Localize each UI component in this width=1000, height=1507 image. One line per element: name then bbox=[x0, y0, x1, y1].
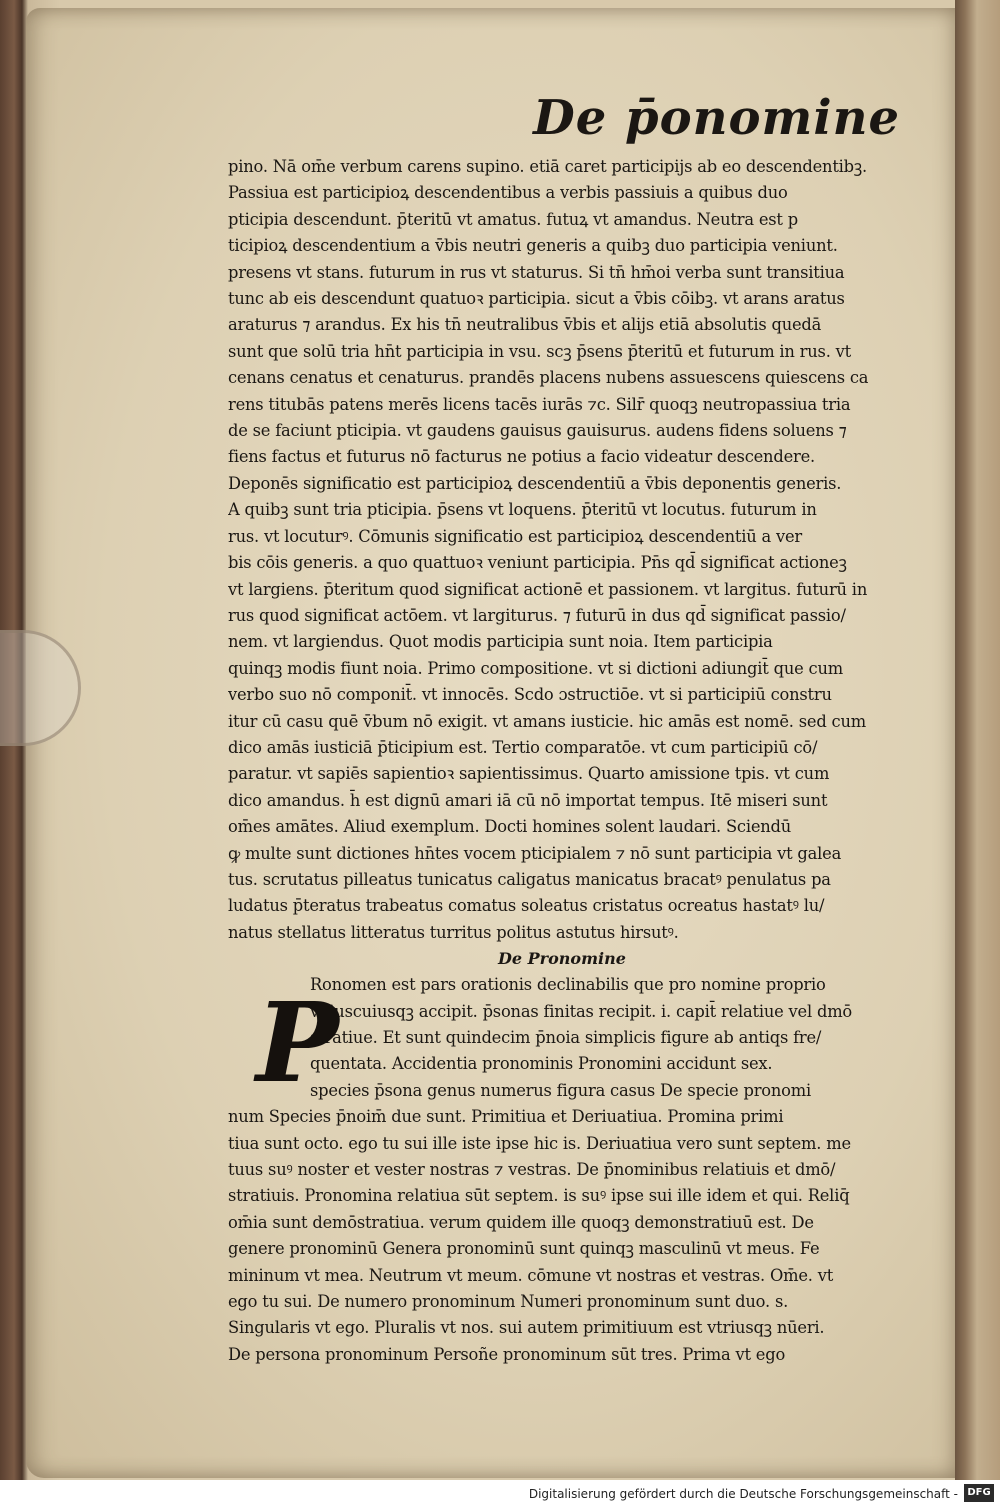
text-line: paratur. vt sapiēs sapientioꝛ sapientissimus. Quarto amissione tpis. vt cum bbox=[228, 764, 830, 784]
text-line: cenans cenatus et cenaturus. prandēs placens nubens assuescens quiescens ca bbox=[228, 368, 869, 388]
text-line: om̄es amātes. Aliud exemplum. Docti homines solent laudari. Sciendū bbox=[228, 817, 792, 837]
text-line: ꝙ multe sunt dictiones hn̄tes vocem pticipialem ⁊ nō sunt participia vt galea bbox=[228, 843, 842, 863]
text-line: verbo suo nō componit̄. vt innocēs. Scdo ɔstructiōe. vt si participiū constru bbox=[228, 685, 832, 705]
text-line: tiua sunt octo. ego tu sui ille iste ipse hic is. Deriuatiua vero sunt septem. me bbox=[228, 1133, 851, 1153]
text-line: presens vt stans. futurum in rus vt staturus. Si tn̄ hm̄oi verba sunt transitiua bbox=[228, 262, 845, 282]
text-line: tus. scrutatus pilleatus tunicatus caligatus manicatus bracatꝰ penulatus pa bbox=[228, 869, 831, 889]
text-line: Deponēs significatio est participioꝝ descendentiū a v̄bis deponentis generis. bbox=[228, 473, 842, 493]
text-line: quinqꝫ modis fiunt noia. Primo compositione. vt si dictioni adiungit̄ que cum bbox=[228, 658, 843, 678]
paragraph-participles bbox=[228, 154, 940, 946]
text-line: Singularis vt ego. Pluralis vt nos. sui autem primitiuum est vtriusqꝫ nūeri. bbox=[228, 1318, 825, 1338]
pronoun-intro bbox=[228, 972, 940, 1108]
digitization-credit: Digitalisierung gefördert durch die Deutsche Forschungsgemeinschaft - bbox=[0, 1480, 1000, 1507]
text-line: Passiua est participioꝝ descendentibus a verbis passiuis a quibus duo bbox=[228, 183, 788, 203]
text-line: De persona pronominum Persoñe pronominum sūt tres. Prima vt ego bbox=[228, 1344, 786, 1364]
text-line: rus quod significat actōem. vt largiturus. ⁊ futurū in dus qd̄ significat passio/ bbox=[228, 605, 846, 625]
text-line: fiens factus et futurus nō facturus ne potius a facio videatur descendere. bbox=[228, 447, 815, 467]
text-line: num Species p̄noim̄ due sunt. Primitiua et Deriuatiua. Promina primi bbox=[228, 1107, 784, 1127]
text-line: de se faciunt pticipia. vt gaudens gauisus gauisurus. audens fidens soluens ⁊ bbox=[228, 421, 847, 441]
section-heading: De Pronomine bbox=[498, 949, 626, 969]
text-line: mininum vt mea. Neutrum vt meum. cōmune vt nostras et vestras. Om̄e. vt bbox=[228, 1265, 834, 1285]
text-line: ticipioꝝ descendentium a v̄bis neutri generis a quibꝫ duo participia veniunt. bbox=[228, 236, 838, 256]
text-line: dico amās iusticiā p̄ticipium est. Tertio comparatōe. vt cum participiū cō/ bbox=[228, 737, 818, 757]
text-line: rus. vt locuturꝰ. Cōmunis significatio est participioꝝ descendentiū a ver bbox=[228, 526, 802, 546]
text-line: tunc ab eis descendunt quatuoꝛ participia. sicut a v̄bis cōibꝫ. vt arans aratus bbox=[228, 289, 845, 309]
dfg-logo: DFG bbox=[964, 1484, 994, 1502]
text-line: ludatus p̄teratus trabeatus comatus soleatus cristatus ocreatus hastatꝰ lu/ bbox=[228, 896, 825, 916]
paragraph-pronoun-species bbox=[228, 1104, 940, 1368]
page-text bbox=[228, 90, 940, 1368]
text-line: genere pronominū Genera pronominū sunt quinqꝫ masculinū vt meus. Fe bbox=[228, 1239, 820, 1259]
text-line: dico amandus. h̄ est dignū amari iā cū nō importat tempus. Itē miseri sunt bbox=[228, 790, 828, 810]
page-heading: De p̄onomine bbox=[533, 90, 900, 146]
text-line: quentata. Accidentia pronominis Pronomini accidunt sex. bbox=[310, 1054, 773, 1074]
text-line: pticipia descendunt. p̄teritū vt amatus. futuꝝ vt amandus. Neutra est p bbox=[228, 209, 798, 229]
text-line: stratiuis. Pronomina relatiua sūt septem. is suꝰ ipse sui ille idem et qui. Reliq̄ bbox=[228, 1186, 850, 1206]
text-line: nem. vt largiendus. Quot modis participia sunt noia. Item participia bbox=[228, 632, 773, 652]
text-line: araturus ⁊ arandus. Ex his tn̄ neutralibus v̄bis et alijs etiā absolutis quedā bbox=[228, 315, 822, 335]
text-line: natus stellatus litteratus turritus politus astutus hirsutꝰ. bbox=[228, 922, 679, 942]
text-line: tuus suꝰ noster et vester nostras ⁊ vestras. De p̄nominibus relatiuis et dmō/ bbox=[228, 1160, 836, 1180]
decorated-initial: P bbox=[256, 978, 339, 1108]
text-line: species p̄sona genus numerus figura casus De specie pronomi bbox=[310, 1080, 812, 1100]
text-line: itur cū casu quē v̄bum nō exigit. vt amans iusticie. hic amās est nomē. sed cum bbox=[228, 711, 866, 731]
text-line: bis cōis generis. a quo quattuoꝛ veniunt participia. Pn̄s qd̄ significat actioneꝫ bbox=[228, 553, 847, 573]
text-line: vt largiens. p̄teritum quod significat actionē et passionem. vt largitus. futurū in bbox=[228, 579, 868, 599]
text-line: Ronomen est pars orationis declinabilis que pro nomine proprio bbox=[310, 975, 826, 995]
book-gutter bbox=[955, 0, 1000, 1480]
text-line: om̄ia sunt demōstratiua. verum quidem ille quoqꝫ demonstratiuū est. De bbox=[228, 1212, 814, 1232]
text-line: A quibꝫ sunt tria pticipia. p̄sens vt loquens. p̄teritū vt locutus. futurum in bbox=[228, 500, 817, 520]
text-line: rens titubās patens merēs licens tacēs iurās ⁊c. Silr̄ quoqꝫ neutropassiua tria bbox=[228, 394, 851, 414]
text-line: ego tu sui. De numero pronominum Numeri pronominum sunt duo. s. bbox=[228, 1292, 789, 1312]
text-line: sunt que solū tria hn̄t participia in vsu. scꝫ p̄sens p̄teritū et futurum in rus. vt bbox=[228, 341, 852, 361]
text-line: vniuscuiusqꝫ accipit. p̄sonas finitas recipit. i. capit̄ relatiue vel dmō bbox=[310, 1001, 853, 1021]
text-line: stratiue. Et sunt quindecim p̄noia simplicis figure ab antiqs fre/ bbox=[310, 1028, 822, 1047]
text-line: pino. Nā om̄e verbum carens supino. etiā caret participijs ab eo descendentibꝫ. bbox=[228, 157, 867, 176]
